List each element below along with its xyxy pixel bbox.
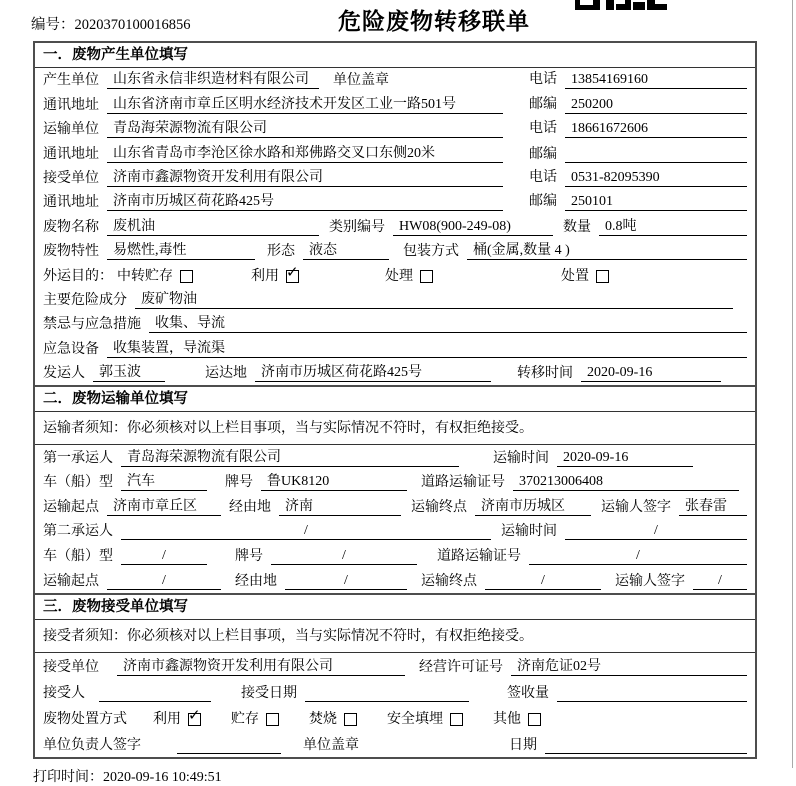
disposal-method-row xyxy=(35,705,755,731)
checkbox xyxy=(180,270,193,283)
phone-value: 18661672606 xyxy=(565,120,747,138)
field-label: 邮编 xyxy=(529,194,557,210)
checkbox-label: 利用 xyxy=(251,268,279,284)
postcode-value xyxy=(565,146,747,163)
field-label: 外运目的： xyxy=(43,268,113,284)
field-label: 主要危险成分 xyxy=(43,292,127,308)
field-label: 邮编 xyxy=(529,146,557,162)
section-producer xyxy=(33,41,757,387)
checkbox-storage xyxy=(231,711,279,728)
checkbox-label: 中转贮存 xyxy=(117,268,173,284)
receiving-unit-row xyxy=(35,653,755,679)
vehicle-type-value: 汽车 xyxy=(121,473,207,491)
field-label: 运输时间 xyxy=(493,450,549,466)
terminus-value: 济南市历城区 xyxy=(475,498,591,516)
checkbox-label: 处理 xyxy=(385,268,413,284)
field-label: 牌号 xyxy=(235,549,263,565)
responsible-signature-row xyxy=(35,731,755,757)
field-label: 电话 xyxy=(529,72,557,88)
section-receiver xyxy=(33,593,757,759)
field-label: 运输人签字 xyxy=(615,573,685,589)
checkbox xyxy=(344,713,357,726)
field-label: 经由地 xyxy=(235,573,277,589)
receiving-unit-value: 济南市鑫源物资开发利用有限公司 xyxy=(117,658,405,676)
responsible-signature-value xyxy=(177,737,281,754)
checkbox xyxy=(596,270,609,283)
field-label: 废物处置方式 xyxy=(43,711,127,727)
field-label: 邮编 xyxy=(529,96,557,112)
property-value: 易燃性,毒性 xyxy=(107,242,255,260)
section-receiver-title: 三．废物接受单位填写 xyxy=(35,595,755,620)
checkbox xyxy=(188,705,201,726)
phone-field xyxy=(529,71,747,89)
checkbox-label: 安全填埋 xyxy=(387,711,443,727)
checkbox-landfill xyxy=(387,711,463,728)
emergency-measures-row xyxy=(35,312,755,336)
first-carrier-value: 青岛海荣源物流有限公司 xyxy=(121,449,459,467)
checkbox-dispose xyxy=(561,268,609,285)
field-label: 运输人签字 xyxy=(601,499,671,515)
transport-date-value: / xyxy=(565,522,747,540)
field-label: 形态 xyxy=(267,244,295,260)
checkmark: ✓ xyxy=(286,262,299,281)
emergency-equipment-row xyxy=(35,336,755,360)
checkbox-label: 处置 xyxy=(561,268,589,284)
field-label: 废物特性 xyxy=(43,244,99,260)
field-label: 道路运输证号 xyxy=(421,475,505,491)
license-number-value: 济南危证02号 xyxy=(511,658,747,676)
checkbox xyxy=(528,713,541,726)
destination-value: 济南市历城区荷花路425号 xyxy=(255,364,491,382)
receiver-unit-value: 济南市鑫源物资开发利用有限公司 xyxy=(107,169,503,187)
vehicle-type-row xyxy=(35,470,755,495)
receiver-address-row xyxy=(35,190,755,214)
field-label: 运输起点 xyxy=(43,499,99,515)
field-label: 第二承运人 xyxy=(43,524,113,540)
quantity-value: 0.8吨 xyxy=(599,218,747,236)
field-label: 日期 xyxy=(509,737,537,753)
serial-label: 编号： xyxy=(31,17,75,33)
postcode-value: 250200 xyxy=(565,96,747,114)
form-state-value: 液态 xyxy=(303,242,389,260)
field-label: 运输单位 xyxy=(43,122,99,138)
via-value: 济南 xyxy=(279,498,401,516)
serial-value: 2020370100016856 xyxy=(74,17,191,33)
address-value: 山东省济南市章丘区明水经济技术开发区工业一路501号 xyxy=(107,96,503,114)
checkbox-label: 贮存 xyxy=(231,711,259,727)
waste-name-value: 废机油 xyxy=(107,218,319,236)
field-label: 通讯地址 xyxy=(43,195,99,211)
vehicle-type-value: / xyxy=(121,547,207,565)
field-label: 包装方式 xyxy=(403,244,459,260)
section-transporter xyxy=(33,385,757,595)
field-label: 接受单位 xyxy=(43,659,99,675)
field-label: 运输起点 xyxy=(43,573,99,589)
field-label: 接受单位 xyxy=(43,170,99,186)
field-label: 运输终点 xyxy=(421,573,477,589)
qr-code-fragment xyxy=(575,0,667,16)
field-label: 道路运输证号 xyxy=(437,549,521,565)
via-value: / xyxy=(285,572,407,590)
postcode-field xyxy=(529,96,747,114)
checkbox-utilize xyxy=(251,262,299,285)
origin-value: 济南市章丘区 xyxy=(107,498,221,516)
transporter-address-row xyxy=(35,141,755,165)
phone-field xyxy=(529,169,747,187)
field-label: 电话 xyxy=(529,169,557,185)
page-edge-divider xyxy=(792,0,793,768)
field-label: 单位负责人签字 xyxy=(43,737,141,753)
section-producer-title: 一．废物产生单位填写 xyxy=(35,43,755,68)
receiver-notice: 接受者须知：你必须核对以上栏目事项，当与实际情况不符时，有权拒绝接受。 xyxy=(35,620,755,653)
origin-value: / xyxy=(107,572,221,590)
second-carrier-value: / xyxy=(121,522,491,540)
vehicle-type-row-2 xyxy=(35,543,755,568)
checkbox xyxy=(450,713,463,726)
document-header xyxy=(33,0,757,41)
checkbox-incinerate xyxy=(309,711,357,728)
packaging-value: 桶(金属,数量 4 ) xyxy=(467,242,747,260)
manifest-document xyxy=(33,0,757,786)
address-value: 山东省青岛市李沧区徐水路和郑佛路交叉口东侧20米 xyxy=(107,145,503,163)
checkmark: ✓ xyxy=(188,705,201,724)
postcode-value: 250101 xyxy=(565,193,747,211)
receiver-unit-row xyxy=(35,166,755,190)
field-label: 应急设备 xyxy=(43,341,99,357)
field-label: 电话 xyxy=(529,121,557,137)
field-label: 接受人 xyxy=(43,685,85,701)
page-title: 危险废物转移联单 xyxy=(338,9,530,34)
waste-name-row xyxy=(35,214,755,238)
route-row xyxy=(35,494,755,519)
receiver-person-value xyxy=(99,685,211,702)
waste-property-row xyxy=(35,239,755,263)
postcode-field xyxy=(529,193,747,211)
field-label: 通讯地址 xyxy=(43,146,99,162)
category-code-value: HW08(900-249-08) xyxy=(393,218,553,236)
receive-date-value xyxy=(305,685,469,702)
address-value: 济南市历城区荷花路425号 xyxy=(107,193,503,211)
field-label: 类别编号 xyxy=(329,219,385,235)
second-carrier-row xyxy=(35,519,755,544)
field-label: 接受日期 xyxy=(241,685,297,701)
phone-field xyxy=(529,120,747,138)
first-carrier-row xyxy=(35,445,755,470)
unit-stamp-label: 单位盖章 xyxy=(333,73,389,89)
section-transporter-title: 二．废物运输单位填写 xyxy=(35,387,755,412)
field-label: 牌号 xyxy=(225,475,253,491)
field-label: 数量 xyxy=(563,219,591,235)
receiver-person-row xyxy=(35,679,755,705)
transporter-unit-value: 青岛海荣源物流有限公司 xyxy=(107,120,503,138)
date-value xyxy=(545,737,747,754)
field-label: 转移时间 xyxy=(517,366,573,382)
checkbox xyxy=(286,262,299,283)
terminus-value: / xyxy=(485,572,601,590)
field-label: 产生单位 xyxy=(43,73,99,89)
hazard-component-value: 废矿物油 xyxy=(135,291,733,309)
unit-stamp-label: 单位盖章 xyxy=(303,737,359,753)
producer-unit-row xyxy=(35,68,755,92)
emergency-measures-value: 收集、导流 xyxy=(149,315,747,333)
field-label: 车（船）型 xyxy=(43,549,113,565)
carrier-signature-value: 张春雷 xyxy=(679,498,747,516)
plate-number-value: / xyxy=(271,547,417,565)
transport-date-value: 2020-09-16 xyxy=(557,449,693,467)
transporter-unit-row xyxy=(35,117,755,141)
postcode-field xyxy=(529,146,747,163)
shipper-value: 郭玉波 xyxy=(93,364,165,382)
field-label: 车（船）型 xyxy=(43,475,113,491)
field-label: 发运人 xyxy=(43,366,85,382)
checkbox-label: 利用 xyxy=(153,711,181,727)
field-label: 运达地 xyxy=(205,366,247,382)
carrier-signature-value: / xyxy=(693,572,747,590)
phone-value: 13854169160 xyxy=(565,71,747,89)
checkbox xyxy=(420,270,433,283)
phone-value: 0531-82095390 xyxy=(565,169,747,187)
checkbox-transfer-storage xyxy=(117,268,193,285)
producer-unit-value: 山东省永信非织造材料有限公司 xyxy=(107,71,319,89)
received-quantity-value xyxy=(557,685,747,702)
field-label: 通讯地址 xyxy=(43,97,99,113)
field-label: 禁忌与应急措施 xyxy=(43,317,141,333)
checkbox-utilize xyxy=(153,705,201,728)
emergency-equipment-value: 收集装置，导流渠 xyxy=(107,340,747,358)
shipper-row xyxy=(35,361,755,385)
hazard-component-row xyxy=(35,288,755,312)
field-label: 经由地 xyxy=(229,499,271,515)
producer-address-row xyxy=(35,92,755,116)
print-time xyxy=(33,766,757,786)
print-time-label: 打印时间： xyxy=(33,769,103,785)
field-label: 运输终点 xyxy=(411,499,467,515)
outbound-purpose-row xyxy=(35,263,755,287)
field-label: 签收量 xyxy=(507,685,549,701)
transporter-notice: 运输者须知：你必须核对以上栏目事项，当与实际情况不符时，有权拒绝接受。 xyxy=(35,412,755,445)
route-row-2 xyxy=(35,568,755,593)
transfer-date-value: 2020-09-16 xyxy=(581,364,721,382)
print-time-value: 2020-09-16 10:49:51 xyxy=(103,769,222,785)
checkbox-label: 其他 xyxy=(493,711,521,727)
checkbox xyxy=(266,713,279,726)
field-label: 运输时间 xyxy=(501,524,557,540)
checkbox-treat xyxy=(385,268,433,285)
plate-number-value: 鲁UK8120 xyxy=(261,473,407,491)
field-label: 废物名称 xyxy=(43,219,99,235)
road-permit-value: 370213006408 xyxy=(513,473,739,491)
field-label: 经营许可证号 xyxy=(419,659,503,675)
field-label: 第一承运人 xyxy=(43,450,113,466)
checkbox-label: 焚烧 xyxy=(309,711,337,727)
road-permit-value: / xyxy=(529,547,747,565)
checkbox-other xyxy=(493,711,541,728)
